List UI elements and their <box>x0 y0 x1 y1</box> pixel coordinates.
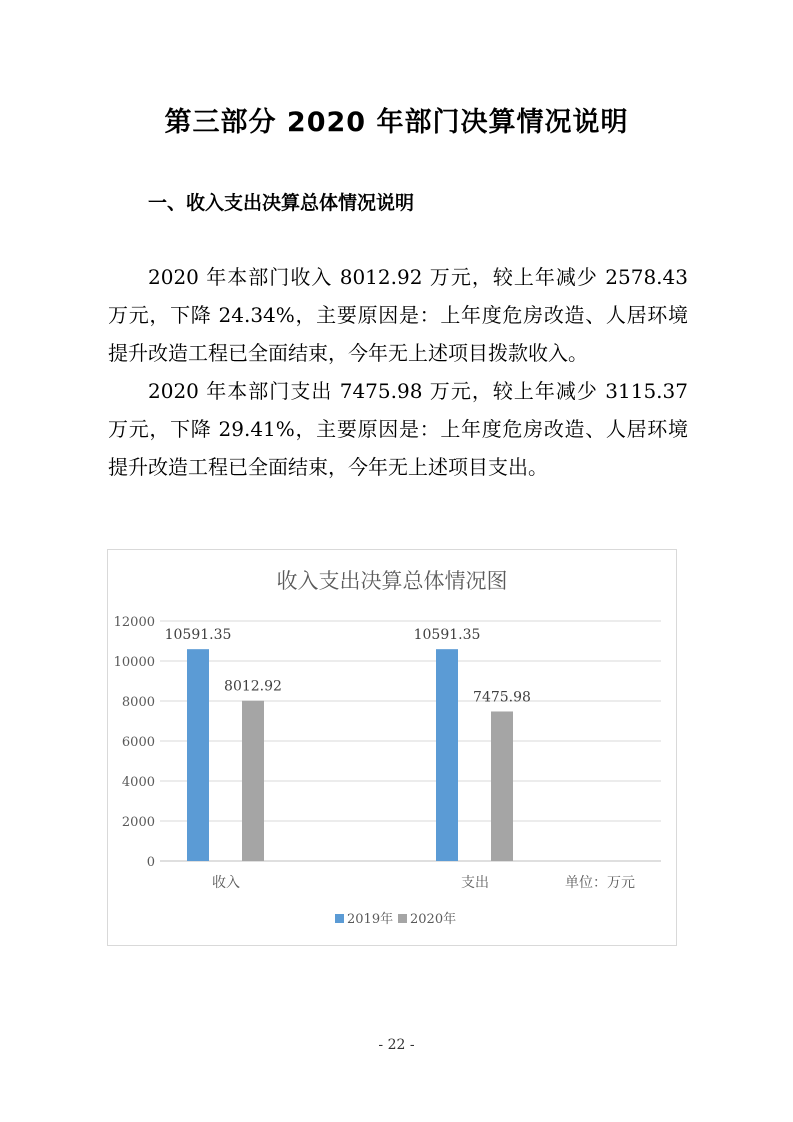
chart-title: 收入支出决算总体情况图 <box>276 569 508 593</box>
y-tick-label: 6000 <box>121 735 155 750</box>
income-expenditure-chart <box>107 549 677 946</box>
chart-gridlines <box>160 621 661 861</box>
bar-series1-income <box>187 649 209 861</box>
y-tick-label: 8000 <box>121 695 155 710</box>
data-labels <box>165 627 531 705</box>
unit-note: 单位：万元 <box>565 875 635 891</box>
bar-series2-expenditure <box>491 711 513 861</box>
chart-canvas <box>108 550 676 945</box>
data-label: 7475.98 <box>473 689 531 706</box>
legend-label: 2019年 <box>347 912 394 927</box>
y-tick-label: 2000 <box>121 815 155 830</box>
page-title: 第三部分 2020 年部门决算情况说明 <box>164 107 629 138</box>
bar-series2-income <box>242 701 264 861</box>
paragraph-expenditure: 2020 年本部门支出 7475.98 万元，较上年减少 3115.37 万元，下降 29.41%，主要原因是：上年度危房改造、人居环境提升改造工程已全面结束，今年无上述项目支出。 <box>108 379 688 479</box>
y-tick-label: 10000 <box>113 655 155 670</box>
y-tick-label: 0 <box>146 855 155 870</box>
page-number: - 22 - <box>378 1037 415 1053</box>
category-label: 收入 <box>212 875 240 891</box>
legend-label: 2020年 <box>410 912 457 927</box>
data-label: 10591.35 <box>413 627 481 644</box>
category-label: 支出 <box>461 875 489 891</box>
chart-legend <box>335 911 456 927</box>
data-label: 8012.92 <box>224 678 282 695</box>
data-label: 10591.35 <box>164 627 232 644</box>
legend-swatch <box>398 914 407 923</box>
paragraph-income: 2020 年本部门收入 8012.92 万元，较上年减少 2578.43 万元，下降 24.34%，主要原因是：上年度危房改造、人居环境提升改造工程已全面结束，今年无上述项目拨款收入。 <box>108 265 688 365</box>
section-heading: 一、收入支出决算总体情况说明 <box>148 192 415 214</box>
y-tick-label: 4000 <box>121 775 155 790</box>
y-tick-label: 12000 <box>113 615 155 630</box>
x-axis-categories <box>212 874 489 891</box>
legend-swatch <box>335 914 344 923</box>
y-axis-ticks <box>114 615 155 870</box>
bar-series1-expenditure <box>436 649 458 861</box>
